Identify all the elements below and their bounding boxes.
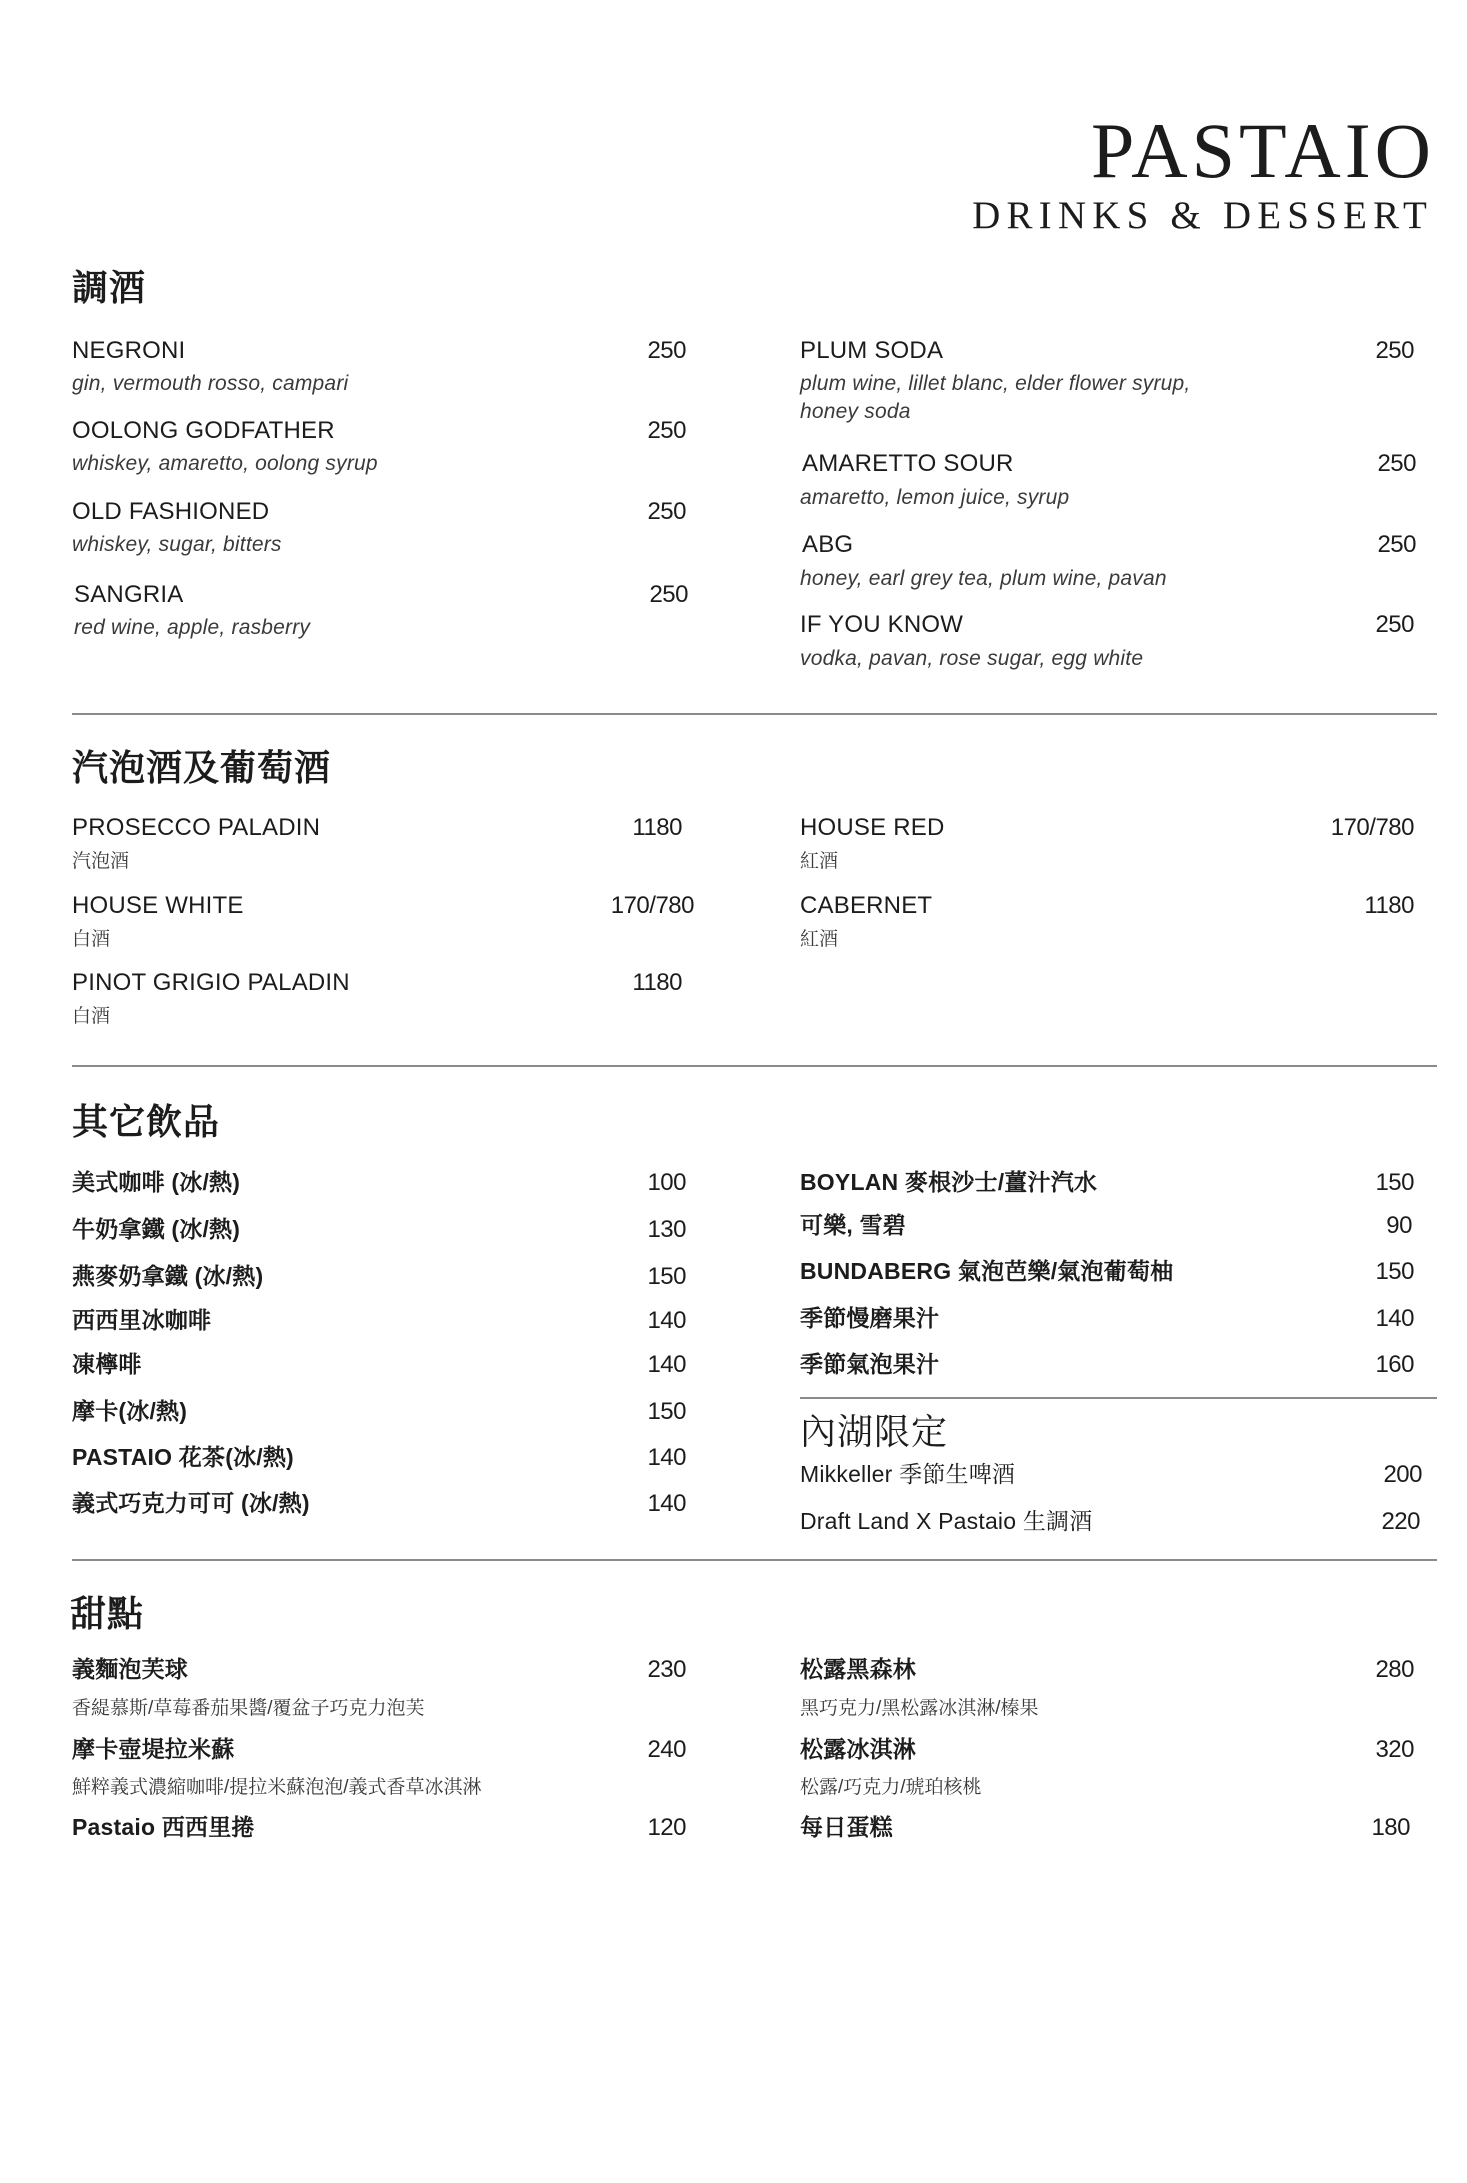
item-name: BUNDABERG 氣泡芭樂/氣泡葡萄柚 <box>800 1258 1174 1284</box>
subsection-divider <box>800 1397 1437 1399</box>
menu-item <box>74 581 688 609</box>
item-price: 1180 <box>632 814 682 841</box>
item-price: 150 <box>1375 1258 1414 1285</box>
item-subtitle: 紅酒 <box>800 929 839 950</box>
menu-item <box>72 1489 686 1518</box>
item-name: IF YOU KNOW <box>800 611 964 638</box>
item-price: 280 <box>1375 1656 1414 1683</box>
menu-item <box>72 1397 686 1426</box>
item-price: 150 <box>647 1398 686 1425</box>
item-price: 250 <box>647 337 686 364</box>
menu-item <box>800 892 1414 920</box>
item-name: PROSECCO PALADIN <box>72 814 321 841</box>
item-price: 250 <box>649 581 688 608</box>
menu-item <box>72 1168 686 1197</box>
item-name: OLD FASHIONED <box>72 498 270 525</box>
menu-item <box>800 337 1414 365</box>
item-subtitle: 鮮粹義式濃縮咖啡/提拉米蘇泡泡/義式香草冰淇淋 <box>72 1777 482 1798</box>
item-name: NEGRONI <box>72 337 186 364</box>
item-name: Draft Land X Pastaio 生調酒 <box>800 1508 1093 1534</box>
item-price: 320 <box>1375 1736 1414 1763</box>
item-price: 230 <box>647 1656 686 1683</box>
item-price: 140 <box>647 1307 686 1334</box>
item-price: 170/780 <box>610 892 694 919</box>
item-price: 250 <box>1375 337 1414 364</box>
menu-item <box>802 531 1416 559</box>
item-price: 140 <box>647 1444 686 1471</box>
menu-item <box>72 417 686 445</box>
item-name: OOLONG GODFATHER <box>72 417 335 444</box>
menu-item <box>800 1304 1414 1333</box>
item-name: 松露黑森林 <box>800 1656 916 1682</box>
item-name: CABERNET <box>800 892 933 919</box>
item-price: 170/780 <box>1330 814 1414 841</box>
menu-item <box>800 1813 1410 1842</box>
item-subtitle: 香緹慕斯/草莓番茄果醬/覆盆子巧克力泡芙 <box>72 1698 425 1719</box>
section-title-other-drinks: 其它飲品 <box>72 1101 221 1142</box>
item-price: 240 <box>647 1736 686 1763</box>
item-price: 120 <box>647 1814 686 1841</box>
item-price: 90 <box>1386 1212 1412 1239</box>
item-name: 摩卡(冰/熱) <box>72 1398 188 1424</box>
section-title-wine: 汽泡酒及葡萄酒 <box>72 747 332 788</box>
menu-item <box>800 1460 1422 1489</box>
item-name: 摩卡壺堤拉米蘇 <box>72 1736 235 1762</box>
item-name: 美式咖啡 (冰/熱) <box>72 1169 241 1195</box>
item-name: 義麵泡芙球 <box>72 1656 188 1682</box>
menu-item <box>72 814 686 842</box>
menu-item <box>72 1215 686 1244</box>
item-description: whiskey, amaretto, oolong syrup <box>72 452 378 475</box>
menu-item <box>72 969 686 997</box>
menu-item <box>800 1211 1414 1240</box>
item-name: Mikkeller 季節生啤酒 <box>800 1461 1016 1487</box>
item-price: 180 <box>1371 1814 1410 1841</box>
item-price: 250 <box>1377 450 1416 477</box>
item-name: SANGRIA <box>74 581 184 608</box>
menu-item <box>72 1350 686 1379</box>
item-price: 130 <box>647 1216 686 1243</box>
item-name: PLUM SODA <box>800 337 944 364</box>
item-price: 220 <box>1381 1508 1420 1535</box>
item-subtitle: 汽泡酒 <box>72 851 130 872</box>
item-name: Pastaio 西西里捲 <box>72 1814 255 1840</box>
brand-name: PASTAIO <box>1091 107 1435 194</box>
item-name: ABG <box>802 531 854 558</box>
item-price: 150 <box>647 1263 686 1290</box>
menu-item <box>72 1735 686 1764</box>
item-name: AMARETTO SOUR <box>802 450 1014 477</box>
menu-item <box>72 337 686 365</box>
menu-item <box>72 1443 686 1472</box>
section-title-dessert: 甜點 <box>70 1593 145 1634</box>
menu-item <box>800 1655 1414 1684</box>
item-price: 1180 <box>1364 892 1414 919</box>
item-price: 140 <box>647 1351 686 1378</box>
item-name: 可樂, 雪碧 <box>800 1212 906 1238</box>
section-title-cocktails: 調酒 <box>72 267 147 308</box>
item-name: 凍檸啡 <box>72 1351 142 1377</box>
item-description: plum wine, lillet blanc, elder flower syrup, <box>800 372 1191 395</box>
menu-item <box>72 892 694 920</box>
item-subtitle: 黑巧克力/黑松露冰淇淋/榛果 <box>800 1698 1039 1719</box>
item-subtitle: 松露/巧克力/琥珀核桃 <box>800 1777 982 1798</box>
item-subtitle: 白酒 <box>72 1006 111 1027</box>
item-description: gin, vermouth rosso, campari <box>72 372 349 395</box>
brand-subtitle: DRINKS & DESSERT <box>972 194 1433 237</box>
menu-item <box>800 1507 1420 1536</box>
menu-item <box>800 1257 1414 1286</box>
item-description-cont: honey soda <box>800 400 911 423</box>
item-price: 250 <box>647 498 686 525</box>
item-price: 140 <box>1375 1305 1414 1332</box>
item-name: BOYLAN 麥根沙士/薑汁汽水 <box>800 1169 1098 1195</box>
item-name: 牛奶拿鐵 (冰/熱) <box>72 1216 241 1242</box>
menu-item <box>72 1655 686 1684</box>
menu-item <box>72 498 686 526</box>
item-name: HOUSE WHITE <box>72 892 244 919</box>
section-title-neihu-exclusive: 內湖限定 <box>800 1411 949 1452</box>
item-description: red wine, apple, rasberry <box>74 616 311 639</box>
item-price: 200 <box>1383 1461 1422 1488</box>
item-name: 松露冰淇淋 <box>800 1736 916 1762</box>
item-name: PINOT GRIGIO PALADIN <box>72 969 350 996</box>
item-description: vodka, pavan, rose sugar, egg white <box>800 647 1144 670</box>
item-price: 250 <box>1377 531 1416 558</box>
section-divider <box>72 713 1437 715</box>
menu-item <box>800 1735 1414 1764</box>
brand-header <box>972 107 1435 237</box>
section-divider <box>72 1065 1437 1067</box>
item-price: 160 <box>1375 1351 1414 1378</box>
item-name: 西西里冰咖啡 <box>72 1307 212 1333</box>
menu-item <box>800 1350 1414 1379</box>
item-name: 每日蛋糕 <box>800 1814 893 1840</box>
item-price: 250 <box>1375 611 1414 638</box>
item-description: honey, earl grey tea, plum wine, pavan <box>800 567 1167 590</box>
item-price: 250 <box>647 417 686 444</box>
item-price: 100 <box>647 1169 686 1196</box>
menu-item <box>800 814 1414 842</box>
menu-item <box>800 611 1414 639</box>
item-name: 義式巧克力可可 (冰/熱) <box>72 1490 310 1516</box>
menu-item <box>800 1168 1414 1197</box>
menu-item <box>72 1306 686 1335</box>
item-name: 季節慢磨果汁 <box>800 1305 940 1331</box>
item-subtitle: 白酒 <box>72 929 111 950</box>
item-price: 1180 <box>632 969 682 996</box>
item-price: 150 <box>1375 1169 1414 1196</box>
menu-item <box>72 1262 686 1291</box>
item-name: PASTAIO 花茶(冰/熱) <box>72 1444 294 1470</box>
item-name: 燕麥奶拿鐵 (冰/熱) <box>72 1263 264 1289</box>
item-name: 季節氣泡果汁 <box>800 1351 940 1377</box>
menu-item <box>72 1813 686 1842</box>
item-subtitle: 紅酒 <box>800 851 839 872</box>
section-divider <box>72 1559 1437 1561</box>
item-description: amaretto, lemon juice, syrup <box>800 486 1070 509</box>
item-description: whiskey, sugar, bitters <box>72 533 282 556</box>
item-price: 140 <box>647 1490 686 1517</box>
menu-item <box>802 450 1416 478</box>
item-name: HOUSE RED <box>800 814 945 841</box>
